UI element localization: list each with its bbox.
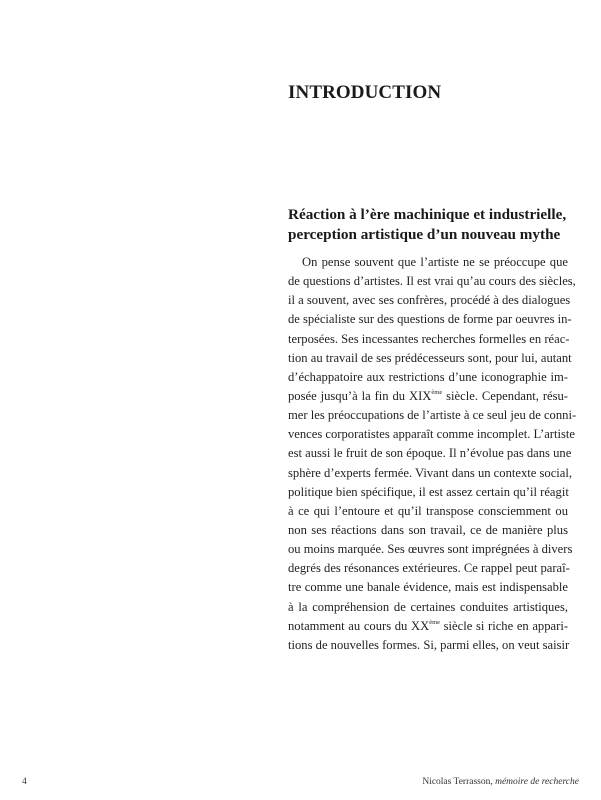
text-run: siècle. Cependant, résu- [442,388,568,403]
text-line [288,521,568,540]
section-title-line: Réaction à l’ère machinique et industrielle, [288,206,567,223]
text-run: il a souvent, avec ses confrères, procédé à des dialogues [288,293,571,308]
text-run: à la compréhension de certaines conduites artistiques, [288,599,568,614]
text-line [288,636,568,655]
text-run: est aussi le fruit de son époque. Il n’évolue pas dans une [288,446,572,461]
text-run: vences corporatistes apparaît comme incomplet. L’artiste [288,427,575,442]
text-line [288,540,573,559]
text-run: terposées. Ses incessantes recherches formelles en réac- [288,331,570,346]
text-line [288,310,572,329]
text-line [288,617,568,636]
text-line [288,578,568,597]
page-number: 4 [22,777,27,787]
superscript: ème [429,618,441,626]
text-run: non ses réactions dans son travail, ce de manière plus [288,522,568,537]
text-run: sphère d’experts fermée. Vivant dans un contexte social, [288,465,573,480]
text-line [288,598,568,617]
section-title-line: perception artistique d’un nouveau mythe [288,226,561,243]
text-line [288,330,568,349]
text-line [288,406,577,425]
text-run: mer les préoccupations de l’artiste à ce seul jeu de conni- [288,408,577,423]
text-run: ou moins marquée. Ses œuvres sont imprégnées à divers [288,542,573,557]
text-run: tions de nouvelles formes. Si, parmi elles, on veut saisir [288,637,570,652]
text-run: de spécialiste sur des questions de forme par oeuvres in- [288,312,572,327]
text-run: siècle si riche en appari- [440,618,569,633]
text-run: degrés des résonances extérieures. Ce rappel peut paraî- [288,561,570,576]
text-line [288,444,572,463]
text-run: posée jusqu’à la fin du XIX [288,388,432,403]
text-line [288,464,573,483]
text-run: tion au travail de ses prédécesseurs sont, pour lui, autant [288,350,572,365]
superscript: ème [431,388,443,396]
text-line [288,368,568,387]
text-line [288,483,568,502]
text-run: tre comme une banale évidence, mais est indispensable [288,580,568,595]
footer-work-title: mémoire de recherche [495,777,579,787]
body-paragraph [288,253,577,655]
text-run: d’échappatoire aux restrictions d’une iconographie im- [288,369,568,384]
text-line [288,387,568,406]
text-run: de questions d’artistes. Il est vrai qu’au cours des siècles, [288,274,576,289]
text-line [288,253,568,272]
running-footer [422,777,579,787]
text-run: notamment au cours du XX [288,618,430,633]
text-run: à ce qui l’entoure et qu’il transpose consciemment ou [288,503,568,518]
text-line [288,502,568,521]
text-line [288,559,568,578]
text-line [288,272,576,291]
footer-author: Nicolas Terrasson, [422,777,496,787]
chapter-title: INTRODUCTION [288,82,442,103]
text-line [288,425,575,444]
text-run: politique bien spécifique, il est assez certain qu’il réagit [288,484,569,499]
text-line [288,349,572,368]
text-run: On pense souvent que l’artiste ne se préoccupe que [302,255,568,269]
text-line [288,291,571,310]
section-title [288,205,573,245]
